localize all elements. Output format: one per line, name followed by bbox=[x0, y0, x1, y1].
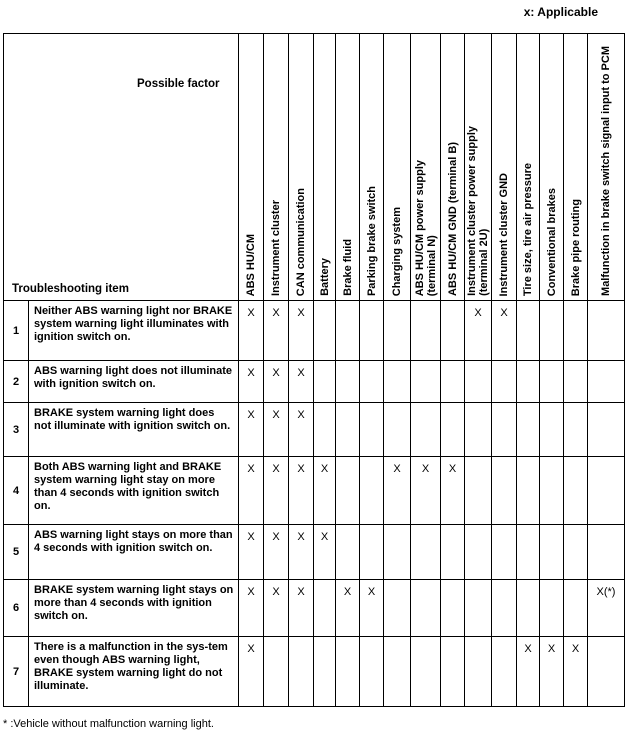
applicability-cell bbox=[360, 525, 384, 580]
troubleshooting-item-label: Troubleshooting item bbox=[12, 283, 129, 295]
applicability-cell bbox=[465, 403, 492, 457]
row-number: 7 bbox=[4, 637, 29, 707]
applicability-cell bbox=[517, 301, 540, 361]
applicability-cell bbox=[441, 525, 465, 580]
applicability-cell bbox=[336, 525, 360, 580]
applicability-cell bbox=[564, 580, 588, 637]
column-header-line: Instrument cluster bbox=[270, 200, 282, 296]
applicability-cell: X bbox=[289, 525, 314, 580]
applicability-cell bbox=[564, 525, 588, 580]
applicability-cell bbox=[465, 580, 492, 637]
column-header-line: Malfunction in brake switch signal input to PCM bbox=[600, 46, 612, 296]
applicability-cell bbox=[540, 301, 564, 361]
applicability-cell bbox=[441, 301, 465, 361]
column-header-line: Brake fluid bbox=[341, 239, 354, 296]
applicability-cell bbox=[517, 403, 540, 457]
applicability-cell bbox=[441, 403, 465, 457]
column-header-line: ABS HU/CM bbox=[245, 233, 257, 296]
applicability-cell bbox=[336, 637, 360, 707]
applicability-cell bbox=[564, 457, 588, 525]
header-corner-cell bbox=[4, 34, 239, 301]
applicability-cell bbox=[336, 301, 360, 361]
row-number: 4 bbox=[4, 457, 29, 525]
row-description: Neither ABS warning light nor BRAKE system warning light illuminates with ignition switch on. bbox=[29, 301, 239, 361]
applicability-cell bbox=[441, 580, 465, 637]
applicability-cell bbox=[411, 525, 441, 580]
applicability-cell bbox=[336, 361, 360, 403]
applicability-cell: X bbox=[289, 457, 314, 525]
applicability-cell bbox=[540, 403, 564, 457]
applicability-cell bbox=[360, 403, 384, 457]
column-header-line: Battery bbox=[318, 258, 331, 296]
applicability-cell bbox=[465, 637, 492, 707]
applicability-cell: X bbox=[441, 457, 465, 525]
column-header bbox=[239, 34, 264, 301]
applicability-cell: X bbox=[239, 301, 264, 361]
applicability-cell bbox=[564, 403, 588, 457]
column-header bbox=[517, 34, 540, 301]
applicability-cell bbox=[492, 457, 517, 525]
row-description: There is a malfunction in the sys-tem even though ABS warning light, BRAKE system warning light do not illuminate. bbox=[29, 637, 239, 707]
applicability-cell: X bbox=[239, 403, 264, 457]
legend: x: Applicable bbox=[523, 5, 598, 19]
possible-factor-label: Possible factor bbox=[137, 78, 220, 90]
applicability-cell: X(*) bbox=[588, 580, 625, 637]
column-header-line: (terminal N) bbox=[425, 234, 438, 296]
applicability-cell: X bbox=[239, 637, 264, 707]
column-header bbox=[264, 34, 289, 301]
column-header-label bbox=[546, 188, 558, 296]
applicability-cell bbox=[360, 361, 384, 403]
applicability-cell bbox=[540, 580, 564, 637]
applicability-cell: X bbox=[239, 525, 264, 580]
column-header-label bbox=[295, 188, 307, 296]
footnote: * :Vehicle without malfunction warning light. bbox=[3, 718, 214, 730]
column-header-line: Tire size, tire air pressure bbox=[522, 162, 534, 296]
applicability-cell bbox=[411, 301, 441, 361]
applicability-cell bbox=[314, 361, 336, 403]
applicability-cell bbox=[314, 301, 336, 361]
applicability-cell bbox=[492, 403, 517, 457]
column-header-line: Charging system bbox=[391, 206, 403, 296]
applicability-cell: X bbox=[492, 301, 517, 361]
column-header bbox=[384, 34, 411, 301]
applicability-cell: X bbox=[360, 580, 384, 637]
column-header-line: (terminal 2U) bbox=[478, 228, 490, 296]
applicability-cell bbox=[411, 361, 441, 403]
row-number: 1 bbox=[4, 301, 29, 361]
applicability-cell bbox=[588, 457, 625, 525]
applicability-cell bbox=[517, 457, 540, 525]
applicability-cell bbox=[360, 301, 384, 361]
applicability-cell: X bbox=[264, 301, 289, 361]
applicability-cell bbox=[264, 637, 289, 707]
applicability-cell bbox=[314, 580, 336, 637]
column-header-label bbox=[319, 258, 331, 296]
column-header-label bbox=[342, 239, 354, 296]
applicability-cell: X bbox=[289, 361, 314, 403]
applicability-cell bbox=[492, 525, 517, 580]
applicability-cell bbox=[492, 361, 517, 403]
applicability-cell bbox=[588, 525, 625, 580]
column-header-label bbox=[522, 163, 534, 296]
row-description: ABS warning light stays on more than 4 seconds with ignition switch on. bbox=[29, 525, 239, 580]
troubleshooting-table bbox=[3, 33, 625, 707]
applicability-cell bbox=[336, 457, 360, 525]
row-description: ABS warning light does not illuminate with ignition switch on. bbox=[29, 361, 239, 403]
applicability-cell: X bbox=[289, 301, 314, 361]
applicability-cell bbox=[384, 525, 411, 580]
column-header-label bbox=[498, 173, 510, 296]
table-row bbox=[4, 403, 625, 457]
table-row bbox=[4, 301, 625, 361]
column-header-line: Instrument cluster GND bbox=[498, 172, 510, 296]
applicability-cell: X bbox=[239, 580, 264, 637]
applicability-cell bbox=[517, 580, 540, 637]
column-header bbox=[411, 34, 441, 301]
row-number: 2 bbox=[4, 361, 29, 403]
applicability-cell bbox=[588, 361, 625, 403]
applicability-cell bbox=[384, 301, 411, 361]
applicability-cell bbox=[411, 580, 441, 637]
row-description: BRAKE system warning light does not illuminate with ignition switch on. bbox=[29, 403, 239, 457]
column-header-label bbox=[570, 199, 582, 296]
applicability-cell: X bbox=[384, 457, 411, 525]
row-description: BRAKE system warning light stays on more than 4 seconds with ignition switch on. bbox=[29, 580, 239, 637]
column-header-label bbox=[366, 186, 378, 296]
applicability-cell bbox=[384, 403, 411, 457]
applicability-cell bbox=[360, 457, 384, 525]
applicability-cell bbox=[411, 637, 441, 707]
applicability-cell bbox=[384, 361, 411, 403]
column-header bbox=[360, 34, 384, 301]
applicability-cell bbox=[314, 637, 336, 707]
applicability-cell bbox=[564, 301, 588, 361]
table-row bbox=[4, 637, 625, 707]
applicability-cell: X bbox=[264, 580, 289, 637]
row-number: 3 bbox=[4, 403, 29, 457]
applicability-cell: X bbox=[239, 457, 264, 525]
applicability-cell: X bbox=[314, 457, 336, 525]
applicability-cell bbox=[384, 580, 411, 637]
applicability-cell bbox=[540, 525, 564, 580]
applicability-cell bbox=[517, 525, 540, 580]
applicability-cell bbox=[465, 457, 492, 525]
applicability-cell: X bbox=[264, 403, 289, 457]
applicability-cell: X bbox=[517, 637, 540, 707]
applicability-cell: X bbox=[411, 457, 441, 525]
applicability-cell: X bbox=[564, 637, 588, 707]
applicability-cell bbox=[564, 361, 588, 403]
applicability-cell bbox=[517, 361, 540, 403]
applicability-cell bbox=[540, 361, 564, 403]
applicability-cell bbox=[540, 457, 564, 525]
applicability-cell bbox=[492, 580, 517, 637]
table-row bbox=[4, 580, 625, 637]
applicability-cell: X bbox=[540, 637, 564, 707]
column-header bbox=[465, 34, 492, 301]
column-header bbox=[588, 34, 625, 301]
applicability-cell bbox=[465, 361, 492, 403]
applicability-cell: X bbox=[264, 457, 289, 525]
row-number: 5 bbox=[4, 525, 29, 580]
applicability-cell: X bbox=[239, 361, 264, 403]
column-header-line: CAN communication bbox=[295, 187, 307, 296]
column-header-label bbox=[466, 126, 490, 296]
applicability-cell: X bbox=[264, 525, 289, 580]
column-header-label bbox=[600, 46, 612, 296]
applicability-cell bbox=[588, 637, 625, 707]
row-description: Both ABS warning light and BRAKE system warning light stay on more than 4 seconds with ignition switch on. bbox=[29, 457, 239, 525]
applicability-cell: X bbox=[289, 403, 314, 457]
table-row bbox=[4, 361, 625, 403]
column-header-label bbox=[270, 200, 282, 296]
applicability-cell bbox=[360, 637, 384, 707]
column-header bbox=[540, 34, 564, 301]
column-header bbox=[441, 34, 465, 301]
applicability-cell bbox=[336, 403, 360, 457]
column-header-label bbox=[414, 160, 438, 296]
table-row bbox=[4, 457, 625, 525]
column-header-line: ABS HU/CM GND (terminal B) bbox=[446, 141, 459, 296]
column-header-line: Instrument cluster power supply bbox=[466, 126, 478, 296]
table-row bbox=[4, 525, 625, 580]
applicability-cell bbox=[441, 361, 465, 403]
column-header bbox=[564, 34, 588, 301]
row-number: 6 bbox=[4, 580, 29, 637]
column-header-line: Brake pipe routing bbox=[569, 198, 582, 296]
applicability-cell bbox=[384, 637, 411, 707]
applicability-cell bbox=[314, 403, 336, 457]
column-header bbox=[314, 34, 336, 301]
applicability-cell: X bbox=[289, 580, 314, 637]
applicability-cell bbox=[465, 525, 492, 580]
column-header-line: Conventional brakes bbox=[545, 187, 558, 296]
column-header-line: Parking brake switch bbox=[365, 185, 378, 296]
column-header-label bbox=[447, 142, 459, 296]
applicability-cell bbox=[411, 403, 441, 457]
column-header bbox=[289, 34, 314, 301]
applicability-cell bbox=[588, 301, 625, 361]
applicability-cell bbox=[588, 403, 625, 457]
column-header-label bbox=[391, 207, 403, 296]
applicability-cell: X bbox=[264, 361, 289, 403]
column-header bbox=[492, 34, 517, 301]
column-header-line: ABS HU/CM power supply bbox=[413, 159, 426, 296]
applicability-cell bbox=[492, 637, 517, 707]
applicability-cell: X bbox=[314, 525, 336, 580]
applicability-cell bbox=[289, 637, 314, 707]
applicability-cell: X bbox=[336, 580, 360, 637]
column-header bbox=[336, 34, 360, 301]
applicability-cell bbox=[441, 637, 465, 707]
applicability-cell: X bbox=[465, 301, 492, 361]
column-header-label bbox=[245, 234, 257, 296]
